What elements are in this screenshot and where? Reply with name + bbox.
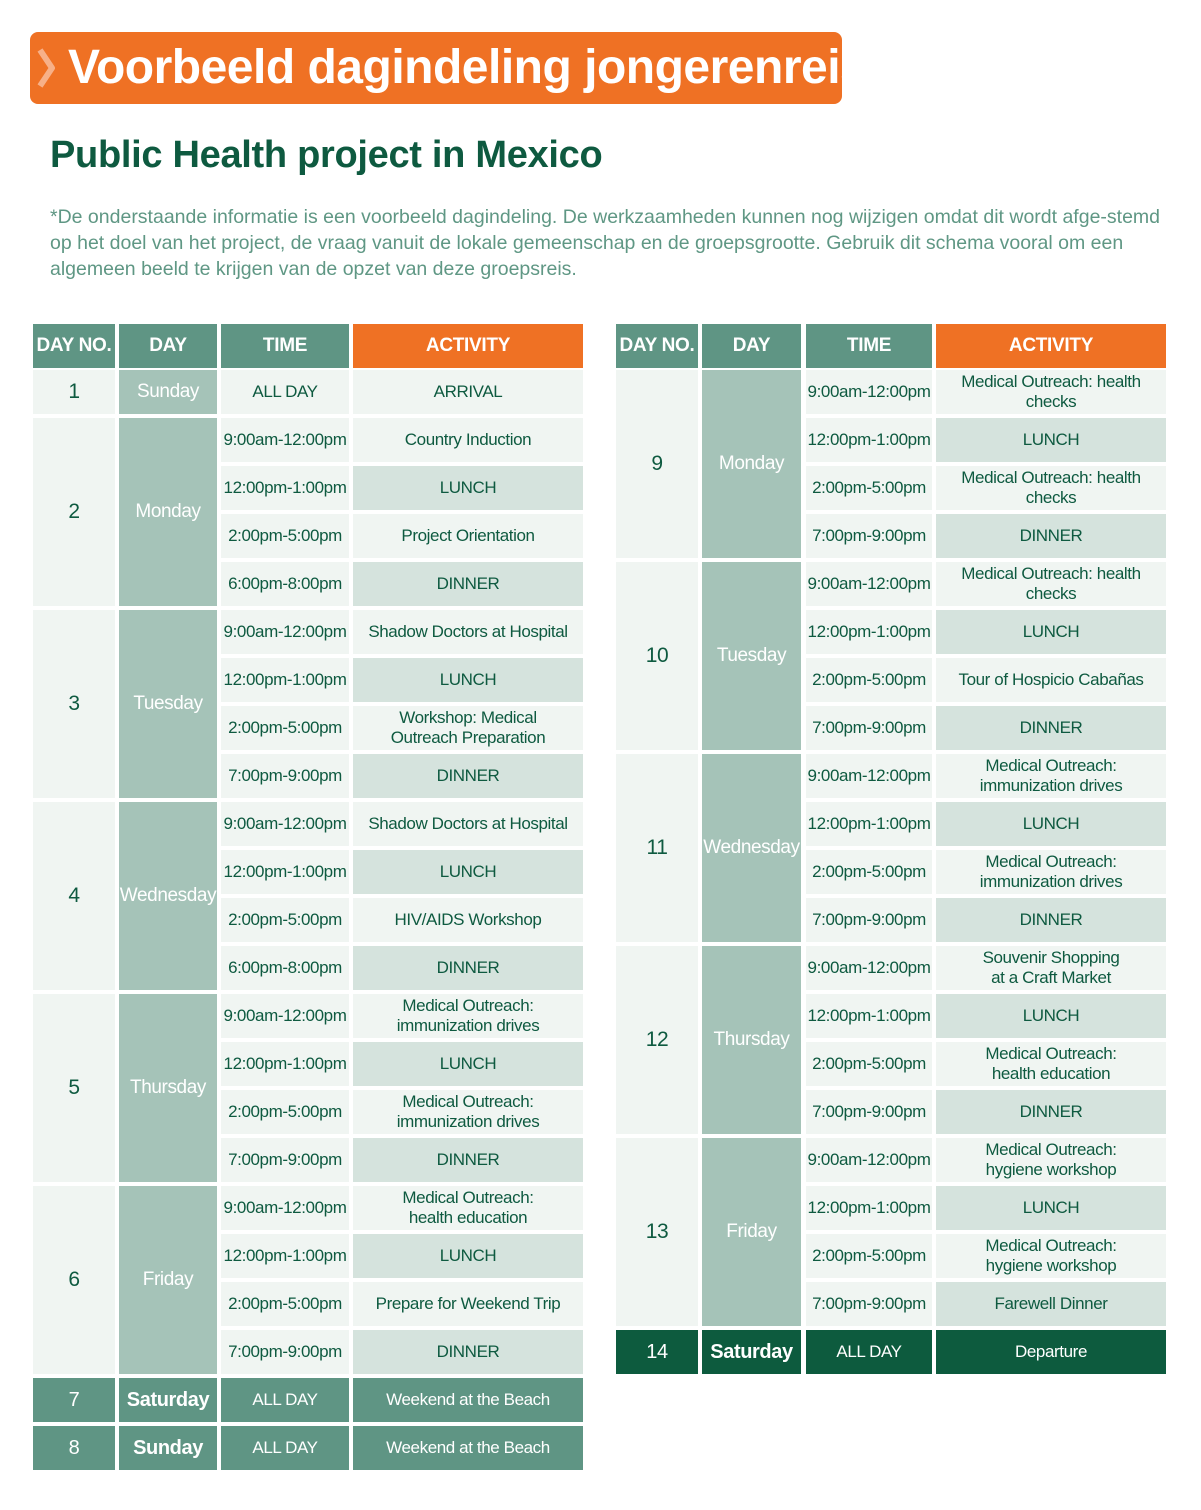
activity-cell: DINNER <box>353 1138 583 1182</box>
day-name: Monday <box>702 370 801 558</box>
activity-cell: DINNER <box>353 754 583 798</box>
time-cell: 2:00pm-5:00pm <box>221 1282 349 1326</box>
time-cell: 2:00pm-5:00pm <box>221 514 349 558</box>
time-cell: 9:00am-12:00pm <box>806 370 932 414</box>
time-cell: 12:00pm-1:00pm <box>221 1042 349 1086</box>
activity-cell: Weekend at the Beach <box>353 1426 583 1470</box>
time-cell: 2:00pm-5:00pm <box>806 850 932 894</box>
activity-cell: Departure <box>936 1330 1166 1374</box>
intro-paragraph: *De onderstaande informatie is een voorbeeld dagindeling. De werkzaamheden kunnen nog wijzigen omdat dit wordt afge-stemd op het doel van het project, de vraag vanuit de lokale gemeenschap en de groepsgrootte. Gebruik dit schema vooral om een algemeen beeld te krijgen van de opzet van deze groepsreis. <box>50 206 1161 280</box>
time-cell: 12:00pm-1:00pm <box>806 610 932 654</box>
time-cell: 7:00pm-9:00pm <box>806 898 932 942</box>
time-cell: 9:00am-12:00pm <box>806 754 932 798</box>
day-number: 8 <box>33 1426 115 1470</box>
time-cell: 12:00pm-1:00pm <box>806 1186 932 1230</box>
activity-cell: LUNCH <box>936 1186 1166 1230</box>
time-cell: 7:00pm-9:00pm <box>221 754 349 798</box>
activity-cell: DINNER <box>936 898 1166 942</box>
day-name: Friday <box>119 1186 217 1374</box>
header-time: TIME <box>221 324 349 368</box>
time-cell: 12:00pm-1:00pm <box>221 658 349 702</box>
activity-cell: Medical Outreach: health education <box>936 1042 1166 1086</box>
time-cell: ALL DAY <box>221 1378 349 1422</box>
time-cell: 2:00pm-5:00pm <box>806 1234 932 1278</box>
activity-cell: Souvenir Shopping at a Craft Market <box>936 946 1166 990</box>
time-cell: 2:00pm-5:00pm <box>806 466 932 510</box>
activity-cell: Shadow Doctors at Hospital <box>353 610 583 654</box>
activity-cell: DINNER <box>936 1090 1166 1134</box>
day-number: 12 <box>616 946 698 1134</box>
activity-cell: LUNCH <box>936 610 1166 654</box>
activity-cell: LUNCH <box>936 418 1166 462</box>
day-number: 14 <box>616 1330 698 1374</box>
time-cell: 2:00pm-5:00pm <box>806 1042 932 1086</box>
day-name: Thursday <box>119 994 217 1182</box>
title-banner <box>30 32 867 104</box>
activity-cell: DINNER <box>936 706 1166 750</box>
time-cell: 12:00pm-1:00pm <box>806 418 932 462</box>
day-number: 3 <box>33 610 115 798</box>
activity-cell: Medical Outreach: hygiene workshop <box>936 1138 1166 1182</box>
day-number: 1 <box>33 370 115 414</box>
time-cell: 7:00pm-9:00pm <box>806 514 932 558</box>
page-title: Voorbeeld dagindeling jongerenreis <box>68 41 867 94</box>
header-day-no: DAY NO. <box>616 324 698 368</box>
header-activity: ACTIVITY <box>936 324 1166 368</box>
day-name: Tuesday <box>119 610 217 798</box>
time-cell: 2:00pm-5:00pm <box>221 706 349 750</box>
activity-cell: Medical Outreach: health education <box>353 1186 583 1230</box>
time-cell: 7:00pm-9:00pm <box>806 706 932 750</box>
day-name: Saturday <box>119 1378 217 1422</box>
time-cell: 6:00pm-8:00pm <box>221 562 349 606</box>
activity-cell: Shadow Doctors at Hospital <box>353 802 583 846</box>
header-day-no: DAY NO. <box>33 324 115 368</box>
time-cell: 9:00am-12:00pm <box>221 994 349 1038</box>
activity-cell: DINNER <box>353 1330 583 1374</box>
activity-cell: Tour of Hospicio Cabañas <box>936 658 1166 702</box>
activity-cell: HIV/AIDS Workshop <box>353 898 583 942</box>
day-name: Tuesday <box>702 562 801 750</box>
day-number: 11 <box>616 754 698 942</box>
day-number: 10 <box>616 562 698 750</box>
time-cell: 9:00am-12:00pm <box>806 946 932 990</box>
time-cell: 7:00pm-9:00pm <box>221 1330 349 1374</box>
day-number: 9 <box>616 370 698 558</box>
day-number: 5 <box>33 994 115 1182</box>
day-name: Sunday <box>119 370 217 414</box>
time-cell: 2:00pm-5:00pm <box>806 658 932 702</box>
time-cell: 12:00pm-1:00pm <box>221 850 349 894</box>
header-time: TIME <box>806 324 932 368</box>
time-cell: 7:00pm-9:00pm <box>806 1282 932 1326</box>
time-cell: 6:00pm-8:00pm <box>221 946 349 990</box>
header-day: DAY <box>119 324 217 368</box>
activity-cell: Country Induction <box>353 418 583 462</box>
activity-cell: Weekend at the Beach <box>353 1378 583 1422</box>
day-number: 6 <box>33 1186 115 1374</box>
time-cell: 7:00pm-9:00pm <box>806 1090 932 1134</box>
activity-cell: DINNER <box>353 946 583 990</box>
activity-cell: Farewell Dinner <box>936 1282 1166 1326</box>
time-cell: 9:00am-12:00pm <box>221 610 349 654</box>
time-cell: ALL DAY <box>221 370 349 414</box>
activity-cell: Medical Outreach: immunization drives <box>936 850 1166 894</box>
activity-cell: Medical Outreach: health checks <box>936 562 1166 606</box>
activity-cell: Medical Outreach: immunization drives <box>353 994 583 1038</box>
activity-cell: Medical Outreach: immunization drives <box>353 1090 583 1134</box>
day-number: 2 <box>33 418 115 606</box>
activity-cell: LUNCH <box>353 466 583 510</box>
activity-cell: ARRIVAL <box>353 370 583 414</box>
header-day: DAY <box>702 324 801 368</box>
activity-cell: DINNER <box>353 562 583 606</box>
time-cell: 2:00pm-5:00pm <box>221 1090 349 1134</box>
time-cell: 9:00am-12:00pm <box>221 802 349 846</box>
activity-cell: Medical Outreach: health checks <box>936 466 1166 510</box>
time-cell: ALL DAY <box>806 1330 932 1374</box>
time-cell: ALL DAY <box>221 1426 349 1470</box>
day-number: 4 <box>33 802 115 990</box>
activity-cell: Medical Outreach: health checks <box>936 370 1166 414</box>
activity-cell: LUNCH <box>353 850 583 894</box>
activity-cell: LUNCH <box>936 994 1166 1038</box>
day-name: Monday <box>119 418 217 606</box>
day-name: Wednesday <box>119 802 217 990</box>
day-name: Thursday <box>702 946 801 1134</box>
chevron-right-icon <box>34 46 58 90</box>
day-name: Wednesday <box>702 754 801 942</box>
activity-cell: Medical Outreach: immunization drives <box>936 754 1166 798</box>
project-subtitle: Public Health project in Mexico <box>50 134 603 176</box>
time-cell: 12:00pm-1:00pm <box>806 994 932 1038</box>
time-cell: 9:00am-12:00pm <box>806 562 932 606</box>
time-cell: 12:00pm-1:00pm <box>221 1234 349 1278</box>
time-cell: 12:00pm-1:00pm <box>806 802 932 846</box>
activity-cell: LUNCH <box>936 802 1166 846</box>
time-cell: 9:00am-12:00pm <box>221 1186 349 1230</box>
activity-cell: Workshop: Medical Outreach Preparation <box>353 706 583 750</box>
day-name: Saturday <box>702 1330 801 1374</box>
time-cell: 9:00am-12:00pm <box>806 1138 932 1182</box>
header-activity: ACTIVITY <box>353 324 583 368</box>
day-name: Sunday <box>119 1426 217 1470</box>
activity-cell: DINNER <box>936 514 1166 558</box>
activity-cell: Project Orientation <box>353 514 583 558</box>
activity-cell: Prepare for Weekend Trip <box>353 1282 583 1326</box>
day-name: Friday <box>702 1138 801 1326</box>
time-cell: 12:00pm-1:00pm <box>221 466 349 510</box>
time-cell: 7:00pm-9:00pm <box>221 1138 349 1182</box>
time-cell: 9:00am-12:00pm <box>221 418 349 462</box>
activity-cell: LUNCH <box>353 1042 583 1086</box>
time-cell: 2:00pm-5:00pm <box>221 898 349 942</box>
activity-cell: Medical Outreach: hygiene workshop <box>936 1234 1166 1278</box>
day-number: 13 <box>616 1138 698 1326</box>
activity-cell: LUNCH <box>353 1234 583 1278</box>
day-number: 7 <box>33 1378 115 1422</box>
activity-cell: LUNCH <box>353 658 583 702</box>
